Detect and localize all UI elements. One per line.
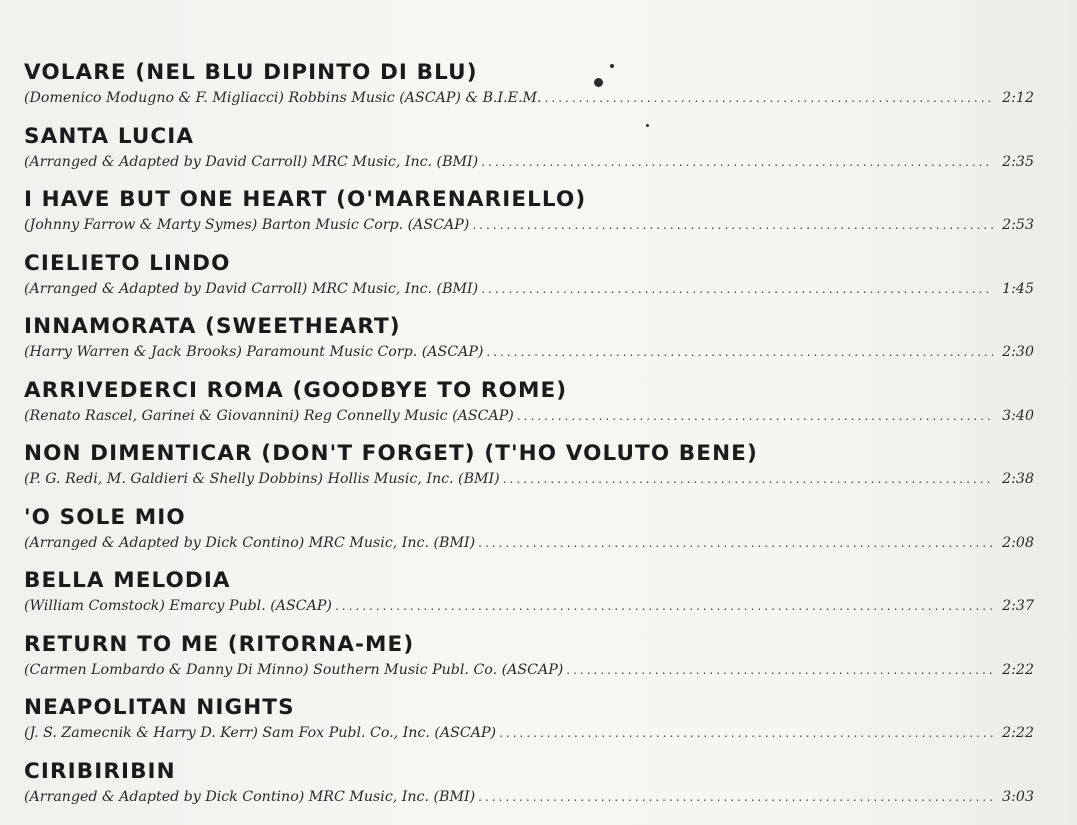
track-credit: (J. S. Zamecnik & Harry D. Kerr) Sam Fox Publ. Co., Inc. (ASCAP) — [24, 725, 497, 741]
track-title: 'O SOLE MIO — [24, 504, 186, 530]
dot-leader — [478, 788, 993, 806]
dot-leader — [481, 153, 993, 171]
track-credit: (Domenico Modugno & F. Migliacci) Robbins Music (ASCAP) & B.I.E.M. — [24, 90, 542, 106]
track-duration: 2:22 — [1002, 661, 1034, 678]
track-duration: 2:35 — [1002, 153, 1034, 170]
track-credit-line — [24, 597, 1034, 615]
dot-leader — [486, 343, 993, 361]
track-item — [24, 632, 1034, 696]
track-item — [24, 314, 1034, 378]
track-item — [24, 60, 1034, 124]
track-item — [24, 568, 1034, 632]
dot-leader — [517, 407, 993, 425]
track-item — [24, 441, 1034, 505]
track-credit-line — [24, 280, 1034, 298]
dot-leader — [499, 724, 993, 742]
track-title: INNAMORATA (SWEETHEART) — [24, 314, 401, 339]
track-title: VOLARE (NEL BLU DIPINTO DI BLU) — [24, 60, 478, 85]
track-title: RETURN TO ME (RITORNA-ME) — [24, 631, 415, 657]
track-duration: 2:37 — [1002, 598, 1034, 614]
track-credit-line — [24, 661, 1034, 679]
track-duration: 1:45 — [1002, 280, 1034, 297]
dot-leader — [545, 89, 993, 107]
track-title: ARRIVEDERCI ROMA (GOODBYE TO ROME) — [24, 377, 568, 403]
dot-leader — [503, 470, 993, 488]
track-credit: (Arranged & Adapted by David Carroll) MRC Music, Inc. (BMI) — [24, 280, 479, 297]
track-credit: (Renato Rascel, Garinei & Giovannini) Reg Connelly Music (ASCAP) — [24, 407, 514, 424]
track-item — [24, 759, 1034, 823]
track-credit-line — [24, 407, 1034, 425]
track-item — [24, 251, 1034, 315]
track-item — [24, 378, 1034, 442]
track-credit: (Johnny Farrow & Marty Symes) Barton Music Corp. (ASCAP) — [24, 217, 470, 233]
track-duration: 3:40 — [1002, 407, 1034, 424]
track-credit: (P. G. Redi, M. Galdieri & Shelly Dobbins) Hollis Music, Inc. (BMI) — [24, 471, 500, 487]
track-duration: 2:08 — [1002, 534, 1034, 551]
track-credit-line — [24, 89, 1034, 107]
track-credit: (Harry Warren & Jack Brooks) Paramount Music Corp. (ASCAP) — [24, 344, 484, 360]
track-list — [24, 60, 1034, 822]
track-credit: (Carmen Lombardo & Danny Di Minno) Southern Music Publ. Co. (ASCAP) — [24, 661, 564, 678]
track-credit-line — [24, 470, 1034, 488]
dot-leader — [566, 661, 993, 679]
dot-leader — [481, 280, 993, 298]
track-credit-line — [24, 216, 1034, 234]
track-title: SANTA LUCIA — [24, 123, 195, 149]
track-item — [24, 695, 1034, 759]
track-credit: (Arranged & Adapted by David Carroll) MRC Music, Inc. (BMI) — [24, 153, 479, 170]
track-title: CIELIETO LINDO — [24, 250, 231, 276]
track-duration: 2:53 — [1002, 217, 1034, 233]
track-title: I HAVE BUT ONE HEART (O'MARENARIELLO) — [24, 187, 587, 212]
track-duration: 2:12 — [1002, 90, 1034, 106]
track-item — [24, 187, 1034, 251]
track-item — [24, 505, 1034, 569]
track-title: NON DIMENTICAR (DON'T FORGET) (T'HO VOLUTO BENE) — [24, 441, 758, 466]
track-credit: (Arranged & Adapted by Dick Contino) MRC Music, Inc. (BMI) — [24, 788, 476, 805]
track-item — [24, 124, 1034, 188]
dot-leader — [472, 216, 993, 234]
track-title: BELLA MELODIA — [24, 568, 231, 593]
track-credit: (William Comstock) Emarcy Publ. (ASCAP) — [24, 598, 332, 614]
track-duration: 2:30 — [1002, 344, 1034, 360]
track-credit-line — [24, 788, 1034, 806]
track-title: NEAPOLITAN NIGHTS — [24, 695, 295, 720]
track-credit-line — [24, 534, 1034, 552]
dot-leader — [335, 597, 993, 615]
track-credit: (Arranged & Adapted by Dick Contino) MRC Music, Inc. (BMI) — [24, 534, 476, 551]
track-credit-line — [24, 153, 1034, 171]
track-credit-line — [24, 343, 1034, 361]
dot-leader — [478, 534, 993, 552]
track-duration: 2:38 — [1002, 471, 1034, 487]
track-title: CIRIBIRIBIN — [24, 758, 176, 784]
track-credit-line — [24, 724, 1034, 742]
track-duration: 2:22 — [1002, 725, 1034, 741]
track-duration: 3:03 — [1002, 788, 1034, 805]
